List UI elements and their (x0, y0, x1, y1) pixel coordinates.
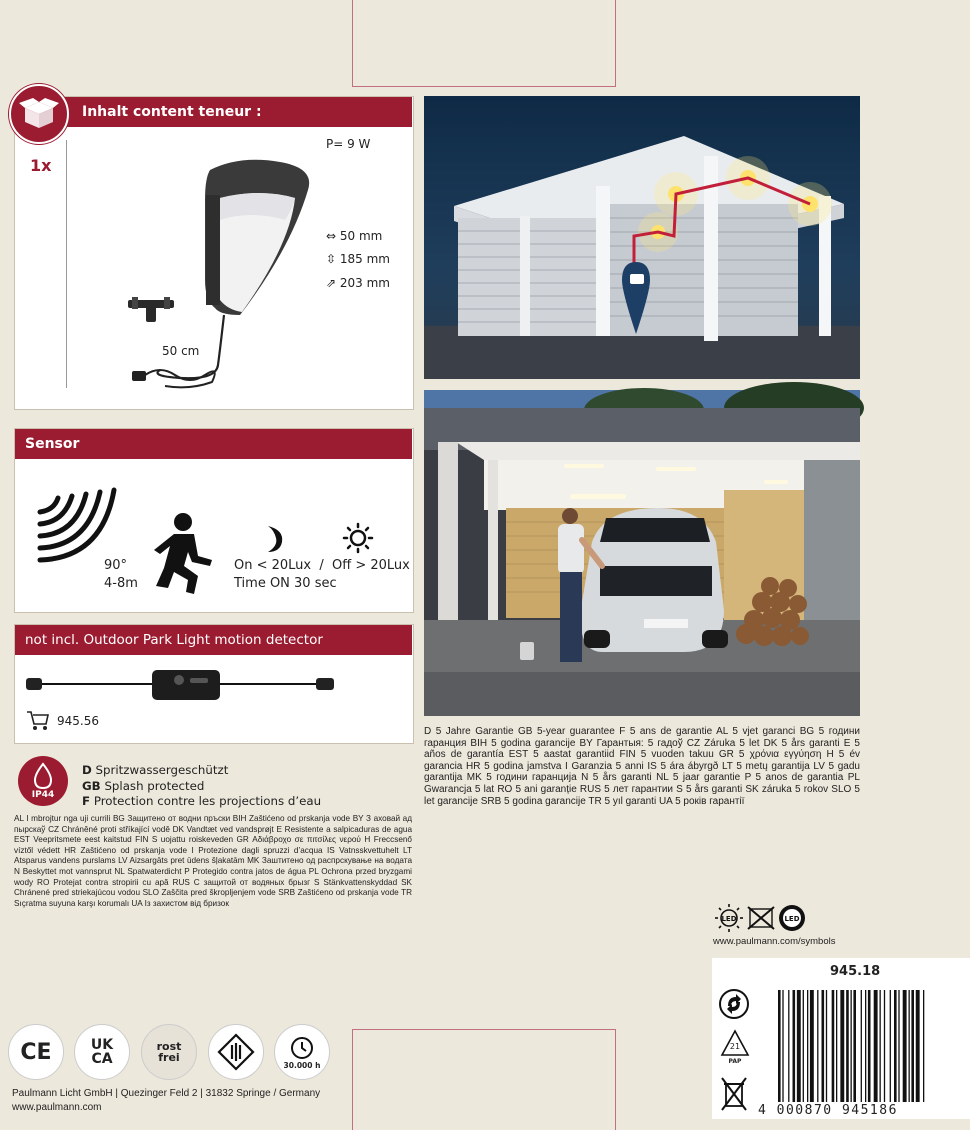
depth-value: 50 mm (339, 229, 383, 243)
contents-divider (66, 140, 67, 388)
moon-icon (262, 524, 286, 554)
barcode-bar (874, 990, 878, 1102)
barcode-bar (803, 990, 804, 1102)
company-website: www.paulmann.com (12, 1102, 102, 1113)
t-connector-image (128, 294, 174, 324)
barcode-bar (778, 990, 781, 1102)
recycling-code-icon (720, 1028, 750, 1068)
ce-mark (8, 1024, 64, 1080)
ukca-mark (74, 1024, 130, 1080)
barcode-bar (832, 990, 835, 1102)
quantity-label: 1x (30, 156, 52, 175)
carport-photo (424, 390, 860, 716)
barcode-number: 4 000870 945186 (758, 1103, 898, 1118)
ip-line-gb: GB Splash protected (82, 778, 205, 793)
barcode-bar (822, 990, 825, 1102)
barcode-bar (793, 990, 796, 1102)
recycle-code-label: PAP (728, 1058, 742, 1065)
lifetime-label: 30.000 h (283, 1060, 321, 1070)
barcode-bar (817, 990, 818, 1102)
ce-label: CE (20, 1039, 52, 1065)
height-row (326, 252, 390, 266)
barcode-bar (810, 990, 814, 1102)
clock-icon (289, 1035, 315, 1061)
svg-text:LED: LED (721, 915, 737, 923)
barcode-bar (894, 990, 897, 1102)
contents-header-text: Inhalt content teneur : (82, 104, 262, 120)
sensor-header-text: Sensor (25, 436, 80, 452)
depth-arrow-icon: ⇔ (326, 229, 340, 243)
motion-waves-icon (32, 484, 122, 564)
ip-multilingual-text: AL I mbrojtur nga uji currili BG Защитено от водни пръски BIH Zaštićeno od prskanja vode BY З аховай ад пырскаў CZ Chráněné proti stříkající vodě DK Vandtæt ved vandsprøjt E Resistente a salpicaduras de agua EST Veepritsmete eest kaitstud FIN S uojattu roiskeveden GR Αδιάβροχο σε πιτσίλες νερού H Freccsenő víztől védett HR Zaštićeno od prskanja vode I Protezione dagli spruzzi d’acqua IS Vatnsskvettuhelt LT Atsparus vandens purslams LV Aizsargāts pret ūdens šļakatām MK Заштитено од распрскување на водата N Beskyttet mot vannsprut NL Spatwaterdicht P Protegido contra jatos de água PL Ochrona przed bryzgami wody RO Protejat contra stropirii cu apă RUS С защитой от водяных брызг S Stänkvattenskyddad SK Chránené pred striekajúcou vodou SLO Zaščita pred škropljenjem vode SRB Zaštićeno od prskanja vode TR Sıçratma suyuna karşı korumalı UA Із захистом від бризок (14, 814, 412, 908)
barcode-bar (909, 990, 910, 1102)
power-label: P= 9 W (326, 137, 371, 151)
company-address: Paulmann Licht GmbH | Quezinger Feld 2 | 31832 Springe / Germany (12, 1088, 321, 1099)
barcode-bar (797, 990, 801, 1102)
width-value: 203 mm (339, 276, 390, 290)
led-symbols (714, 903, 808, 933)
barcode-bar (884, 990, 885, 1102)
symbols-url: www.paulmann.com/symbols (713, 936, 836, 947)
no-dimmer-icon (748, 907, 774, 929)
barcode-bar (840, 990, 844, 1102)
barcode-bar (916, 990, 920, 1102)
depth-row (326, 229, 382, 243)
barcode-bar (846, 990, 849, 1102)
height-arrow-icon: ⇳ (326, 252, 340, 266)
hang-tab-top (352, 0, 616, 87)
ukca-top: UK (90, 1037, 114, 1053)
barcode-bar (890, 990, 891, 1102)
warranty-text: D 5 Jahre Garantie GB 5-year guarantee F 5 ans de garantie AL 5 vjet garanci BG 5 години гаранция BIH 5 godina garancije BY Гарантыя: 5 гадоў CZ Záruka 5 let DK 5 års garanti E 5 años de garantía EST 5 aastat garantiid FIN 5 vuoden takuu GR 5 χρόνια εγγύηση H 5 év garancia HR 5 godina jamstva I Garanzia 5 anni IS 5 ára ábyrgð LT 5 metų garantija LV 5 gadu garantija MK 5 години гаранција N 5 års garanti NL 5 jaar garantie P 5 anos de garantia PL Gwarancja 5 lat RO 5 ani garanție RUS 5 лет гарантии S 5 års garanti SK záruka 5 rokov SLO 5 let garancije SRB 5 godina garancije TR 5 yıl garanti UA 5 років гарантії (424, 726, 860, 807)
water-drop-icon (18, 758, 68, 794)
cable-length-label: 50 cm (162, 344, 200, 358)
barcode-bar (853, 990, 856, 1102)
detector-article-number: 945.56 (57, 714, 99, 728)
barcode-bar (903, 990, 907, 1102)
ip-line-d: D Spritzwassergeschützt (82, 763, 229, 777)
article-number: 945.18 (830, 964, 881, 979)
height-value: 185 mm (339, 252, 390, 266)
barcode (776, 990, 956, 1102)
package-icon (9, 84, 69, 144)
barcode-bar (826, 990, 827, 1102)
cart-icon (26, 710, 50, 732)
wall-lamp-image (120, 150, 320, 400)
ip-line-f: F Protection contre les projections d’eau (82, 794, 322, 808)
sensor-range: 4-8m (104, 576, 138, 591)
ip-rating-lines (82, 763, 321, 810)
led-sun-icon (715, 904, 743, 932)
ip44-badge (18, 756, 68, 806)
running-person-icon (150, 510, 216, 596)
barcode-bar (911, 990, 914, 1102)
recycle-code-number: 21 (729, 1042, 741, 1051)
sensor-angle: 90° (104, 558, 128, 573)
barcode-bar (861, 990, 862, 1102)
lifetime-mark (274, 1024, 330, 1080)
svg-text:LED: LED (784, 915, 800, 923)
motion-detector-image (24, 666, 344, 702)
protection-class-icon (208, 1024, 264, 1080)
ip44-label: IP44 (31, 790, 55, 800)
barcode-bar (898, 990, 899, 1102)
barcode-bar (788, 990, 789, 1102)
barcode-bar (923, 990, 924, 1102)
width-arrow-icon: ⇗ (326, 276, 340, 290)
ukca-bottom: CA (91, 1051, 113, 1067)
time-on: Time ON 30 sec (234, 576, 337, 591)
sensor-header (15, 429, 412, 459)
hang-tab-bottom (352, 1029, 616, 1130)
led-integrated-icon (779, 905, 805, 931)
barcode-bar (807, 990, 808, 1102)
detector-header (15, 625, 412, 655)
barcode-bar (836, 990, 837, 1102)
barcode-bar (868, 990, 871, 1102)
rost-bottom: frei (158, 1051, 180, 1064)
recycle-icon (718, 988, 750, 1020)
carport-illustration (424, 96, 860, 379)
sun-icon (342, 522, 374, 554)
barcode-bar (880, 990, 881, 1102)
barcode-bar (782, 990, 783, 1102)
width-row (326, 276, 390, 290)
barcode-bar (851, 990, 852, 1102)
detector-header-text: not incl. Outdoor Park Light motion detector (25, 632, 323, 648)
weee-bin-icon (720, 1076, 748, 1112)
rostfrei-mark (141, 1024, 197, 1080)
lux-thresholds: On < 20Lux / Off > 20Lux (234, 558, 410, 573)
rost-top: rost (156, 1040, 182, 1053)
contents-header (60, 97, 412, 127)
barcode-bar (865, 990, 866, 1102)
